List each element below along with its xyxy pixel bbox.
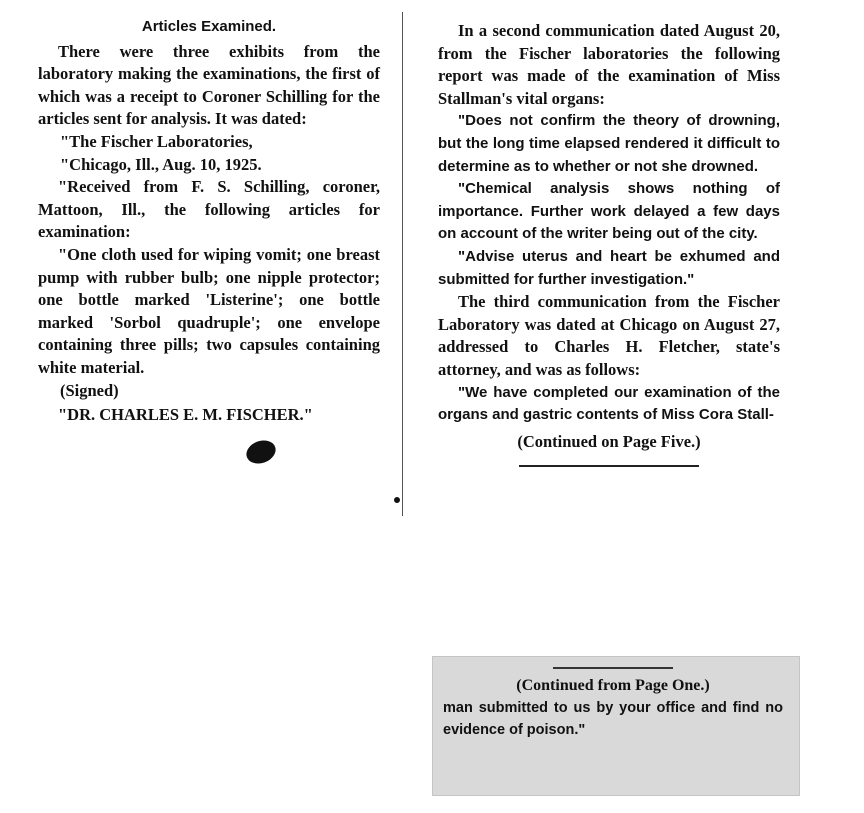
quote-paragraph-4: "We have completed our examination of the organs and gastric contents of Miss Cora Stall-: [438, 383, 780, 424]
intro-paragraph: There were three exhibits from the laboratory making the examinations, the first of which was a receipt to Coroner Schilling for the articles sent for analysis. It was dated:: [38, 41, 380, 129]
quote-paragraph-1: "Does not confirm the theory of drowning, but the long time elapsed rendered it difficult to determine as to whether or not she drowned.: [438, 112, 780, 175]
third-communication-paragraph: The third communication from the Fischer Laboratory was dated at Chicago on August 27, addressed to Charles H. Fletcher, state's attorney, and was as follows:: [438, 292, 780, 379]
continued-from-note: (Continued from Page One.): [516, 677, 710, 694]
quote-paragraph-2: "Chemical analysis shows nothing of importance. Further work delayed a few days on account of the writer being out of the city.: [438, 180, 780, 243]
clipping-content: [443, 667, 783, 741]
left-column: [38, 16, 380, 427]
clipping-body: man submitted to us by your office and find no evidence of poison.": [443, 700, 783, 738]
articles-paragraph: "One cloth used for wiping vomit; one breast pump with rubber bulb; one nipple protector; one bottle marked 'Listerine'; one bottle marked 'Sorbol quadruple'; one envelope containing three pills; two capsules containing white material.: [38, 244, 380, 377]
received-paragraph: "Received from F. S. Schilling, coroner, Mattoon, Ill., the following articles for examination:: [38, 177, 380, 242]
quote-paragraph-3: "Advise uterus and heart be exhumed and submitted for further investigation.": [438, 247, 780, 288]
letterhead-line-1: "The Fischer Laboratories,: [60, 131, 253, 151]
ink-blot: [243, 437, 279, 468]
second-communication-paragraph: In a second communication dated August 20, from the Fischer laboratories the following report was made of the examination of Miss Stallman's vital organs:: [438, 21, 780, 108]
signed-label: (Signed): [60, 380, 119, 400]
clipping-rule: [553, 667, 673, 669]
letterhead-line-2: "Chicago, Ill., Aug. 10, 1925.: [60, 154, 262, 174]
column-divider: [402, 12, 403, 516]
ink-speck: [394, 497, 400, 503]
section-heading: Articles Examined.: [141, 18, 277, 35]
section-rule: [519, 465, 699, 467]
signature: "DR. CHARLES E. M. FISCHER.": [58, 405, 313, 425]
continuation-clipping: [432, 656, 800, 796]
continued-on-note: (Continued on Page Five.): [517, 431, 701, 451]
right-column: [438, 20, 780, 467]
